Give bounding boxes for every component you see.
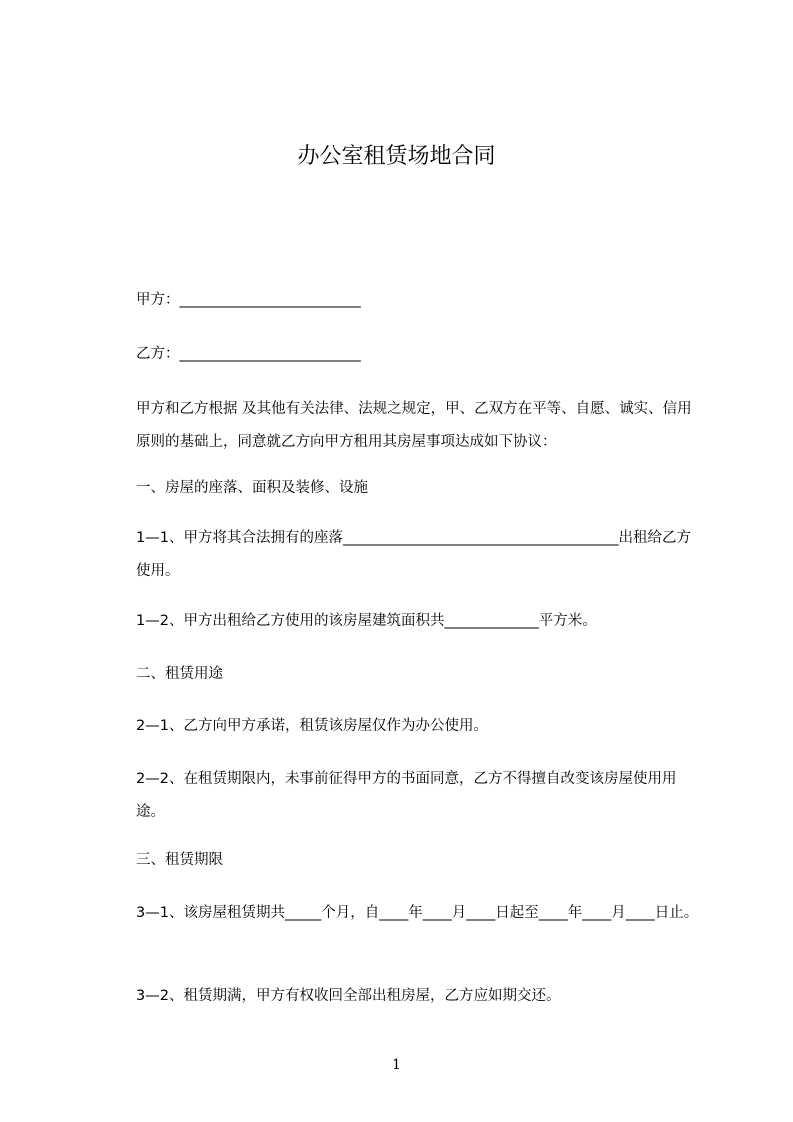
section-3-title: 三、租赁期限 bbox=[136, 852, 223, 868]
party-a-line: 甲方：_________________________ bbox=[136, 292, 361, 308]
document-title: 办公室租赁场地合同 bbox=[297, 144, 496, 169]
clause-2-1: 2—1、乙方向甲方承诺，租赁该房屋仅作为办公使用。 bbox=[136, 718, 488, 734]
section-2-title: 二、租赁用途 bbox=[136, 666, 223, 682]
clause-3-1: 3—1、该房屋租赁期共_____个月，自____年____月____日起至____年____月____日止。 bbox=[136, 905, 699, 921]
party-b-line: 乙方：_________________________ bbox=[136, 346, 361, 362]
clause-1-2: 1—2、甲方出租给乙方使用的该房屋建筑面积共_____________平方米。 bbox=[136, 613, 597, 629]
intro-paragraph: 甲方和乙方根据 及其他有关法律、法规之规定，甲、乙双方在平等、自愿、诚实、信用原则的基础上，同意就乙方向甲方租用其房屋事项达成如下协议： bbox=[136, 401, 692, 450]
clause-1-1: 1—1、甲方将其合法拥有的座落______________________________________出租给乙方使用。 bbox=[136, 530, 691, 579]
section-1-title: 一、房屋的座落、面积及装修、设施 bbox=[136, 480, 368, 496]
clause-3-2: 3—2、租赁期满，甲方有权收回全部出租房屋，乙方应如期交还。 bbox=[136, 988, 561, 1004]
page-number: 1 bbox=[392, 1057, 401, 1073]
clause-2-2: 2—2、在租赁期限内，未事前征得甲方的书面同意，乙方不得擅自改变该房屋使用用途。 bbox=[136, 771, 677, 820]
